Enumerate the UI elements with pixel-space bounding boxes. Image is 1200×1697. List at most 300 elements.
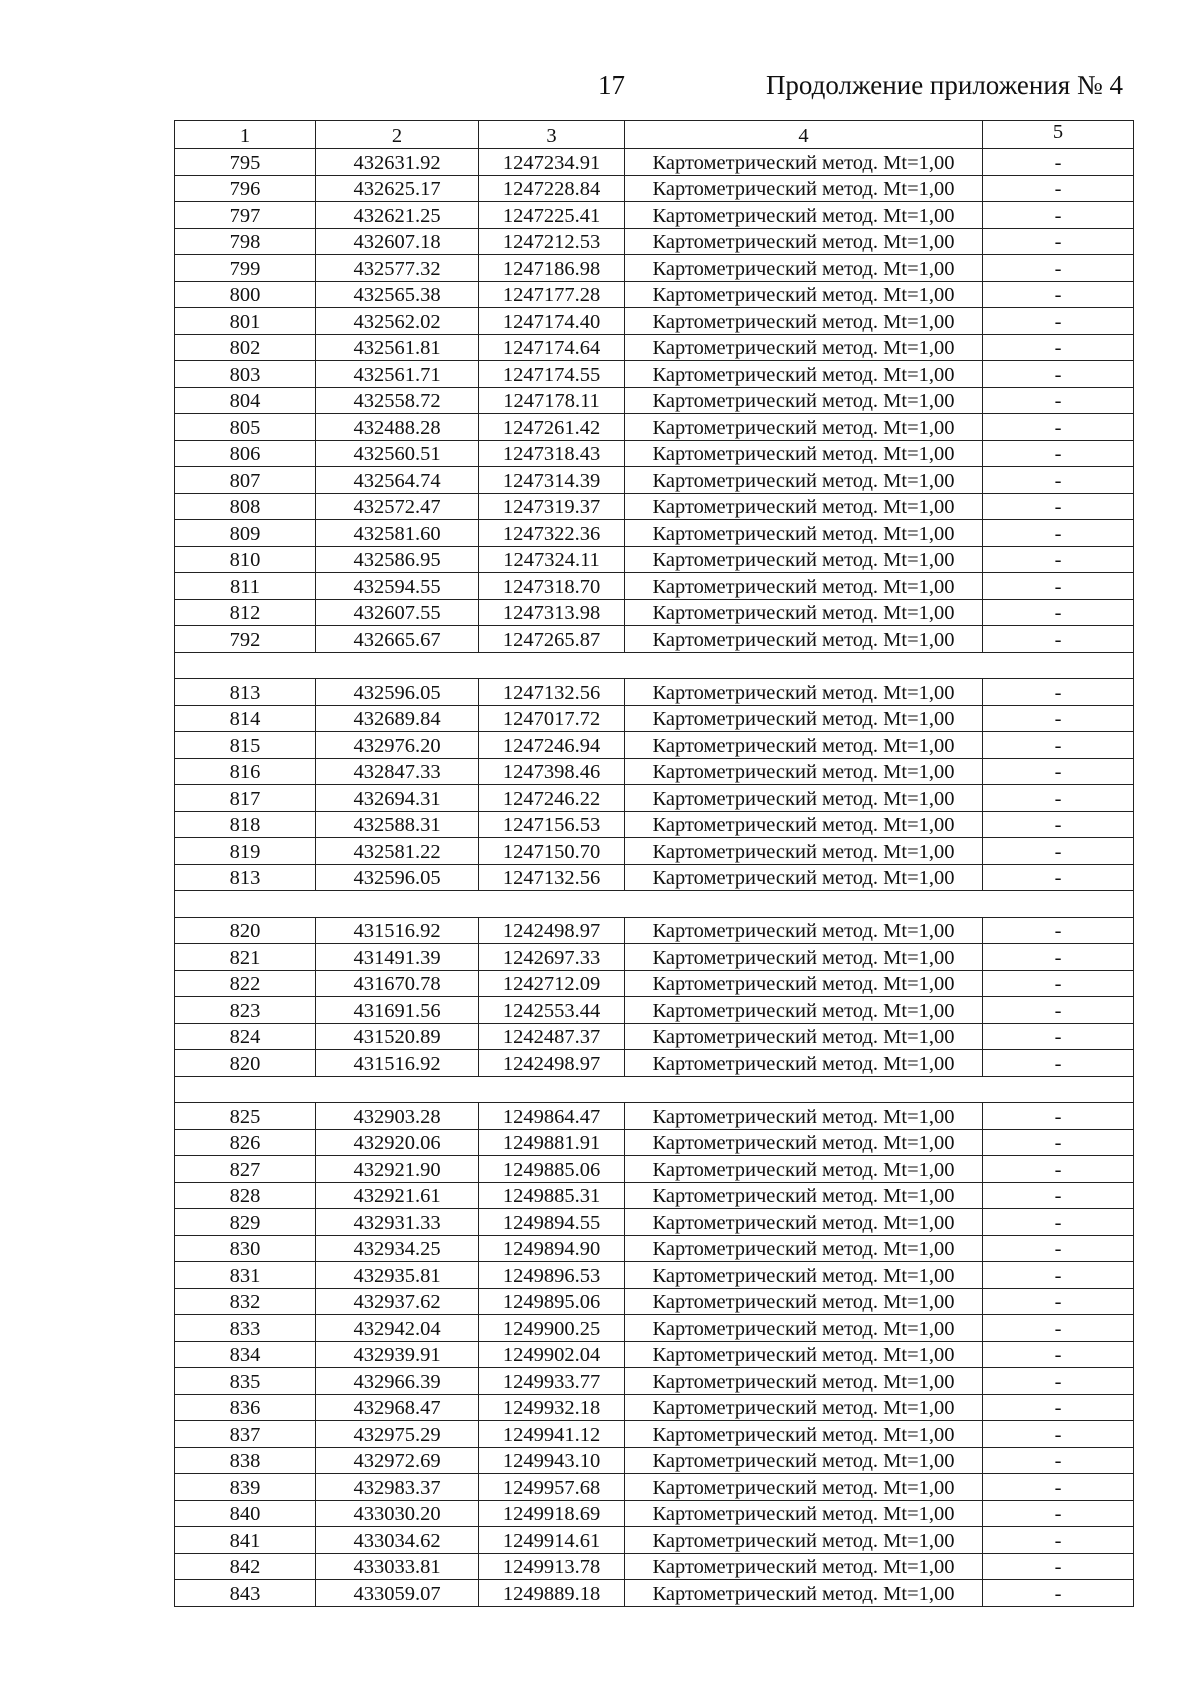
table-row xyxy=(175,387,1134,414)
method-cell: Картометрический метод. Mt=1,00 xyxy=(625,1474,983,1501)
column-header-2: 2 xyxy=(316,121,479,149)
y-coordinate-cell: 1249913.78 xyxy=(479,1553,625,1580)
y-coordinate-cell: 1242553.44 xyxy=(479,997,625,1024)
table-row xyxy=(175,334,1134,361)
note-cell: - xyxy=(983,1421,1134,1448)
group-separator-cell xyxy=(175,652,1134,679)
y-coordinate-cell: 1249885.31 xyxy=(479,1182,625,1209)
y-coordinate-cell: 1247177.28 xyxy=(479,281,625,308)
point-number-cell: 801 xyxy=(175,308,316,335)
note-cell: - xyxy=(983,467,1134,494)
table-row xyxy=(175,175,1134,202)
y-coordinate-cell: 1249918.69 xyxy=(479,1500,625,1527)
table-row xyxy=(175,944,1134,971)
method-cell: Картометрический метод. Mt=1,00 xyxy=(625,228,983,255)
table-row xyxy=(175,1341,1134,1368)
method-cell: Картометрический метод. Mt=1,00 xyxy=(625,1235,983,1262)
table-row xyxy=(175,1394,1134,1421)
x-coordinate-cell: 432689.84 xyxy=(316,705,479,732)
method-cell: Картометрический метод. Mt=1,00 xyxy=(625,1394,983,1421)
group-separator-row xyxy=(175,891,1134,918)
method-cell: Картометрический метод. Mt=1,00 xyxy=(625,1315,983,1342)
note-cell: - xyxy=(983,546,1134,573)
note-cell: - xyxy=(983,228,1134,255)
y-coordinate-cell: 1247314.39 xyxy=(479,467,625,494)
y-coordinate-cell: 1249941.12 xyxy=(479,1421,625,1448)
x-coordinate-cell: 432631.92 xyxy=(316,149,479,176)
table-row xyxy=(175,1023,1134,1050)
y-coordinate-cell: 1247246.22 xyxy=(479,785,625,812)
note-cell: - xyxy=(983,944,1134,971)
method-cell: Картометрический метод. Mt=1,00 xyxy=(625,1209,983,1236)
point-number-cell: 799 xyxy=(175,255,316,282)
method-cell: Картометрический метод. Mt=1,00 xyxy=(625,1500,983,1527)
x-coordinate-cell: 432596.05 xyxy=(316,679,479,706)
method-cell: Картометрический метод. Mt=1,00 xyxy=(625,281,983,308)
note-cell: - xyxy=(983,785,1134,812)
y-coordinate-cell: 1247318.70 xyxy=(479,573,625,600)
y-coordinate-cell: 1247186.98 xyxy=(479,255,625,282)
note-cell: - xyxy=(983,334,1134,361)
table-row xyxy=(175,679,1134,706)
note-cell: - xyxy=(983,1500,1134,1527)
x-coordinate-cell: 432560.51 xyxy=(316,440,479,467)
y-coordinate-cell: 1247150.70 xyxy=(479,838,625,865)
method-cell: Картометрический метод. Mt=1,00 xyxy=(625,255,983,282)
method-cell: Картометрический метод. Mt=1,00 xyxy=(625,758,983,785)
point-number-cell: 831 xyxy=(175,1262,316,1289)
table-row xyxy=(175,705,1134,732)
method-cell: Картометрический метод. Mt=1,00 xyxy=(625,334,983,361)
y-coordinate-cell: 1249881.91 xyxy=(479,1129,625,1156)
x-coordinate-cell: 432920.06 xyxy=(316,1129,479,1156)
point-number-cell: 843 xyxy=(175,1580,316,1607)
point-number-cell: 805 xyxy=(175,414,316,441)
method-cell: Картометрический метод. Mt=1,00 xyxy=(625,387,983,414)
table-row xyxy=(175,467,1134,494)
method-cell: Картометрический метод. Mt=1,00 xyxy=(625,811,983,838)
method-cell: Картометрический метод. Mt=1,00 xyxy=(625,1023,983,1050)
y-coordinate-cell: 1247156.53 xyxy=(479,811,625,838)
point-number-cell: 796 xyxy=(175,175,316,202)
note-cell: - xyxy=(983,1262,1134,1289)
note-cell: - xyxy=(983,308,1134,335)
table-row xyxy=(175,1368,1134,1395)
page-number: 17 xyxy=(598,70,625,100)
x-coordinate-cell: 432558.72 xyxy=(316,387,479,414)
point-number-cell: 836 xyxy=(175,1394,316,1421)
y-coordinate-cell: 1247322.36 xyxy=(479,520,625,547)
x-coordinate-cell: 433030.20 xyxy=(316,1500,479,1527)
point-number-cell: 821 xyxy=(175,944,316,971)
group-separator-row xyxy=(175,1076,1134,1103)
method-cell: Картометрический метод. Mt=1,00 xyxy=(625,175,983,202)
point-number-cell: 814 xyxy=(175,705,316,732)
table-row xyxy=(175,1527,1134,1554)
y-coordinate-cell: 1247174.40 xyxy=(479,308,625,335)
point-number-cell: 826 xyxy=(175,1129,316,1156)
table-row xyxy=(175,414,1134,441)
y-coordinate-cell: 1247174.64 xyxy=(479,334,625,361)
x-coordinate-cell: 432562.02 xyxy=(316,308,479,335)
point-number-cell: 835 xyxy=(175,1368,316,1395)
table-row xyxy=(175,440,1134,467)
table-row xyxy=(175,1182,1134,1209)
point-number-cell: 829 xyxy=(175,1209,316,1236)
note-cell: - xyxy=(983,281,1134,308)
point-number-cell: 839 xyxy=(175,1474,316,1501)
method-cell: Картометрический метод. Mt=1,00 xyxy=(625,1553,983,1580)
table-header-row xyxy=(175,121,1134,149)
method-cell: Картометрический метод. Mt=1,00 xyxy=(625,202,983,229)
method-cell: Картометрический метод. Mt=1,00 xyxy=(625,1262,983,1289)
note-cell: - xyxy=(983,970,1134,997)
table-row xyxy=(175,1288,1134,1315)
y-coordinate-cell: 1247319.37 xyxy=(479,493,625,520)
point-number-cell: 819 xyxy=(175,838,316,865)
note-cell: - xyxy=(983,1023,1134,1050)
point-number-cell: 806 xyxy=(175,440,316,467)
coordinates-table-body xyxy=(175,121,1134,1607)
method-cell: Картометрический метод. Mt=1,00 xyxy=(625,1288,983,1315)
method-cell: Картометрический метод. Mt=1,00 xyxy=(625,1527,983,1554)
y-coordinate-cell: 1249895.06 xyxy=(479,1288,625,1315)
note-cell: - xyxy=(983,1394,1134,1421)
group-separator-cell xyxy=(175,891,1134,918)
method-cell: Картометрический метод. Mt=1,00 xyxy=(625,573,983,600)
table-row xyxy=(175,1500,1134,1527)
x-coordinate-cell: 432694.31 xyxy=(316,785,479,812)
point-number-cell: 840 xyxy=(175,1500,316,1527)
note-cell: - xyxy=(983,520,1134,547)
x-coordinate-cell: 432937.62 xyxy=(316,1288,479,1315)
note-cell: - xyxy=(983,626,1134,653)
point-number-cell: 841 xyxy=(175,1527,316,1554)
note-cell: - xyxy=(983,599,1134,626)
x-coordinate-cell: 433034.62 xyxy=(316,1527,479,1554)
method-cell: Картометрический метод. Mt=1,00 xyxy=(625,520,983,547)
table-row xyxy=(175,228,1134,255)
y-coordinate-cell: 1249894.90 xyxy=(479,1235,625,1262)
point-number-cell: 813 xyxy=(175,864,316,891)
x-coordinate-cell: 432976.20 xyxy=(316,732,479,759)
note-cell: - xyxy=(983,1474,1134,1501)
table-row xyxy=(175,149,1134,176)
y-coordinate-cell: 1249933.77 xyxy=(479,1368,625,1395)
point-number-cell: 838 xyxy=(175,1447,316,1474)
note-cell: - xyxy=(983,997,1134,1024)
method-cell: Картометрический метод. Mt=1,00 xyxy=(625,440,983,467)
x-coordinate-cell: 432488.28 xyxy=(316,414,479,441)
y-coordinate-cell: 1249902.04 xyxy=(479,1341,625,1368)
y-coordinate-cell: 1247228.84 xyxy=(479,175,625,202)
point-number-cell: 811 xyxy=(175,573,316,600)
method-cell: Картометрический метод. Mt=1,00 xyxy=(625,705,983,732)
point-number-cell: 802 xyxy=(175,334,316,361)
x-coordinate-cell: 432934.25 xyxy=(316,1235,479,1262)
x-coordinate-cell: 432625.17 xyxy=(316,175,479,202)
method-cell: Картометрический метод. Mt=1,00 xyxy=(625,679,983,706)
x-coordinate-cell: 432847.33 xyxy=(316,758,479,785)
y-coordinate-cell: 1249864.47 xyxy=(479,1103,625,1130)
table-row xyxy=(175,970,1134,997)
note-cell: - xyxy=(983,1103,1134,1130)
note-cell: - xyxy=(983,758,1134,785)
note-cell: - xyxy=(983,1315,1134,1342)
note-cell: - xyxy=(983,255,1134,282)
column-header-3: 3 xyxy=(479,121,625,149)
note-cell: - xyxy=(983,440,1134,467)
point-number-cell: 815 xyxy=(175,732,316,759)
y-coordinate-cell: 1249900.25 xyxy=(479,1315,625,1342)
note-cell: - xyxy=(983,1527,1134,1554)
method-cell: Картометрический метод. Mt=1,00 xyxy=(625,1129,983,1156)
point-number-cell: 817 xyxy=(175,785,316,812)
table-row xyxy=(175,758,1134,785)
x-coordinate-cell: 432561.81 xyxy=(316,334,479,361)
table-row xyxy=(175,1156,1134,1183)
method-cell: Картометрический метод. Mt=1,00 xyxy=(625,546,983,573)
y-coordinate-cell: 1249894.55 xyxy=(479,1209,625,1236)
note-cell: - xyxy=(983,1553,1134,1580)
x-coordinate-cell: 431516.92 xyxy=(316,917,479,944)
x-coordinate-cell: 431516.92 xyxy=(316,1050,479,1077)
y-coordinate-cell: 1247265.87 xyxy=(479,626,625,653)
y-coordinate-cell: 1249914.61 xyxy=(479,1527,625,1554)
method-cell: Картометрический метод. Mt=1,00 xyxy=(625,599,983,626)
point-number-cell: 823 xyxy=(175,997,316,1024)
x-coordinate-cell: 431691.56 xyxy=(316,997,479,1024)
table-row xyxy=(175,1262,1134,1289)
note-cell: - xyxy=(983,1580,1134,1607)
x-coordinate-cell: 432975.29 xyxy=(316,1421,479,1448)
table-row xyxy=(175,917,1134,944)
table-row xyxy=(175,1447,1134,1474)
point-number-cell: 792 xyxy=(175,626,316,653)
point-number-cell: 820 xyxy=(175,917,316,944)
point-number-cell: 813 xyxy=(175,679,316,706)
note-cell: - xyxy=(983,149,1134,176)
y-coordinate-cell: 1247132.56 xyxy=(479,864,625,891)
method-cell: Картометрический метод. Mt=1,00 xyxy=(625,361,983,388)
note-cell: - xyxy=(983,202,1134,229)
note-cell: - xyxy=(983,864,1134,891)
x-coordinate-cell: 432935.81 xyxy=(316,1262,479,1289)
x-coordinate-cell: 432581.22 xyxy=(316,838,479,865)
point-number-cell: 842 xyxy=(175,1553,316,1580)
method-cell: Картометрический метод. Mt=1,00 xyxy=(625,997,983,1024)
method-cell: Картометрический метод. Mt=1,00 xyxy=(625,1156,983,1183)
point-number-cell: 816 xyxy=(175,758,316,785)
table-row xyxy=(175,838,1134,865)
point-number-cell: 797 xyxy=(175,202,316,229)
point-number-cell: 820 xyxy=(175,1050,316,1077)
column-header-5: 5 xyxy=(983,121,1134,149)
note-cell: - xyxy=(983,1235,1134,1262)
x-coordinate-cell: 432966.39 xyxy=(316,1368,479,1395)
method-cell: Картометрический метод. Mt=1,00 xyxy=(625,414,983,441)
y-coordinate-cell: 1247246.94 xyxy=(479,732,625,759)
table-row xyxy=(175,1315,1134,1342)
point-number-cell: 795 xyxy=(175,149,316,176)
y-coordinate-cell: 1242487.37 xyxy=(479,1023,625,1050)
point-number-cell: 818 xyxy=(175,811,316,838)
point-number-cell: 828 xyxy=(175,1182,316,1209)
table-row xyxy=(175,1553,1134,1580)
y-coordinate-cell: 1247132.56 xyxy=(479,679,625,706)
y-coordinate-cell: 1247017.72 xyxy=(479,705,625,732)
x-coordinate-cell: 432607.18 xyxy=(316,228,479,255)
table-row xyxy=(175,1209,1134,1236)
note-cell: - xyxy=(983,732,1134,759)
table-row xyxy=(175,202,1134,229)
point-number-cell: 807 xyxy=(175,467,316,494)
y-coordinate-cell: 1242712.09 xyxy=(479,970,625,997)
method-cell: Картометрический метод. Mt=1,00 xyxy=(625,149,983,176)
y-coordinate-cell: 1249943.10 xyxy=(479,1447,625,1474)
method-cell: Картометрический метод. Mt=1,00 xyxy=(625,308,983,335)
point-number-cell: 827 xyxy=(175,1156,316,1183)
note-cell: - xyxy=(983,414,1134,441)
y-coordinate-cell: 1247234.91 xyxy=(479,149,625,176)
table-row xyxy=(175,732,1134,759)
method-cell: Картометрический метод. Mt=1,00 xyxy=(625,785,983,812)
table-row xyxy=(175,811,1134,838)
table-row xyxy=(175,1050,1134,1077)
x-coordinate-cell: 432939.91 xyxy=(316,1341,479,1368)
method-cell: Картометрический метод. Mt=1,00 xyxy=(625,944,983,971)
x-coordinate-cell: 432665.67 xyxy=(316,626,479,653)
method-cell: Картометрический метод. Mt=1,00 xyxy=(625,493,983,520)
x-coordinate-cell: 432942.04 xyxy=(316,1315,479,1342)
x-coordinate-cell: 432564.74 xyxy=(316,467,479,494)
column-header-4: 4 xyxy=(625,121,983,149)
y-coordinate-cell: 1247398.46 xyxy=(479,758,625,785)
y-coordinate-cell: 1247313.98 xyxy=(479,599,625,626)
x-coordinate-cell: 432596.05 xyxy=(316,864,479,891)
point-number-cell: 798 xyxy=(175,228,316,255)
x-coordinate-cell: 432972.69 xyxy=(316,1447,479,1474)
note-cell: - xyxy=(983,1447,1134,1474)
x-coordinate-cell: 432586.95 xyxy=(316,546,479,573)
x-coordinate-cell: 432983.37 xyxy=(316,1474,479,1501)
x-coordinate-cell: 432903.28 xyxy=(316,1103,479,1130)
y-coordinate-cell: 1249896.53 xyxy=(479,1262,625,1289)
y-coordinate-cell: 1242498.97 xyxy=(479,1050,625,1077)
point-number-cell: 824 xyxy=(175,1023,316,1050)
method-cell: Картометрический метод. Mt=1,00 xyxy=(625,970,983,997)
table-row xyxy=(175,785,1134,812)
point-number-cell: 822 xyxy=(175,970,316,997)
table-row xyxy=(175,1421,1134,1448)
point-number-cell: 810 xyxy=(175,546,316,573)
table-row xyxy=(175,1235,1134,1262)
x-coordinate-cell: 432565.38 xyxy=(316,281,479,308)
note-cell: - xyxy=(983,1182,1134,1209)
note-cell: - xyxy=(983,1050,1134,1077)
note-cell: - xyxy=(983,679,1134,706)
y-coordinate-cell: 1247212.53 xyxy=(479,228,625,255)
y-coordinate-cell: 1249957.68 xyxy=(479,1474,625,1501)
table-row xyxy=(175,1474,1134,1501)
method-cell: Картометрический метод. Mt=1,00 xyxy=(625,864,983,891)
table-row xyxy=(175,255,1134,282)
x-coordinate-cell: 433033.81 xyxy=(316,1553,479,1580)
method-cell: Картометрический метод. Mt=1,00 xyxy=(625,917,983,944)
table-row xyxy=(175,493,1134,520)
method-cell: Картометрический метод. Mt=1,00 xyxy=(625,467,983,494)
point-number-cell: 830 xyxy=(175,1235,316,1262)
x-coordinate-cell: 432968.47 xyxy=(316,1394,479,1421)
column-header-1: 1 xyxy=(175,121,316,149)
note-cell: - xyxy=(983,1341,1134,1368)
note-cell: - xyxy=(983,1129,1134,1156)
note-cell: - xyxy=(983,573,1134,600)
method-cell: Картометрический метод. Mt=1,00 xyxy=(625,1421,983,1448)
point-number-cell: 803 xyxy=(175,361,316,388)
y-coordinate-cell: 1249885.06 xyxy=(479,1156,625,1183)
point-number-cell: 832 xyxy=(175,1288,316,1315)
y-coordinate-cell: 1249932.18 xyxy=(479,1394,625,1421)
point-number-cell: 825 xyxy=(175,1103,316,1130)
method-cell: Картометрический метод. Mt=1,00 xyxy=(625,838,983,865)
point-number-cell: 833 xyxy=(175,1315,316,1342)
x-coordinate-cell: 433059.07 xyxy=(316,1580,479,1607)
table-row xyxy=(175,626,1134,653)
x-coordinate-cell: 432577.32 xyxy=(316,255,479,282)
table-row xyxy=(175,1580,1134,1607)
method-cell: Картометрический метод. Mt=1,00 xyxy=(625,626,983,653)
y-coordinate-cell: 1247174.55 xyxy=(479,361,625,388)
continuation-heading: Продолжение приложения № 4 xyxy=(765,70,1123,100)
method-cell: Картометрический метод. Mt=1,00 xyxy=(625,1447,983,1474)
group-separator-cell xyxy=(175,1076,1134,1103)
method-cell: Картометрический метод. Mt=1,00 xyxy=(625,732,983,759)
point-number-cell: 804 xyxy=(175,387,316,414)
note-cell: - xyxy=(983,1156,1134,1183)
y-coordinate-cell: 1247318.43 xyxy=(479,440,625,467)
note-cell: - xyxy=(983,838,1134,865)
table-row xyxy=(175,864,1134,891)
method-cell: Картометрический метод. Mt=1,00 xyxy=(625,1050,983,1077)
table-row xyxy=(175,361,1134,388)
y-coordinate-cell: 1247178.11 xyxy=(479,387,625,414)
x-coordinate-cell: 432561.71 xyxy=(316,361,479,388)
method-cell: Картометрический метод. Mt=1,00 xyxy=(625,1103,983,1130)
y-coordinate-cell: 1247261.42 xyxy=(479,414,625,441)
point-number-cell: 800 xyxy=(175,281,316,308)
table-row xyxy=(175,308,1134,335)
table-row xyxy=(175,599,1134,626)
x-coordinate-cell: 431670.78 xyxy=(316,970,479,997)
x-coordinate-cell: 432588.31 xyxy=(316,811,479,838)
x-coordinate-cell: 432572.47 xyxy=(316,493,479,520)
table-row xyxy=(175,520,1134,547)
note-cell: - xyxy=(983,387,1134,414)
coordinates-table xyxy=(174,120,1134,1607)
method-cell: Картометрический метод. Mt=1,00 xyxy=(625,1182,983,1209)
x-coordinate-cell: 432621.25 xyxy=(316,202,479,229)
method-cell: Картометрический метод. Mt=1,00 xyxy=(625,1341,983,1368)
x-coordinate-cell: 432931.33 xyxy=(316,1209,479,1236)
note-cell: - xyxy=(983,705,1134,732)
point-number-cell: 808 xyxy=(175,493,316,520)
table-row xyxy=(175,573,1134,600)
note-cell: - xyxy=(983,361,1134,388)
y-coordinate-cell: 1247324.11 xyxy=(479,546,625,573)
y-coordinate-cell: 1247225.41 xyxy=(479,202,625,229)
point-number-cell: 837 xyxy=(175,1421,316,1448)
